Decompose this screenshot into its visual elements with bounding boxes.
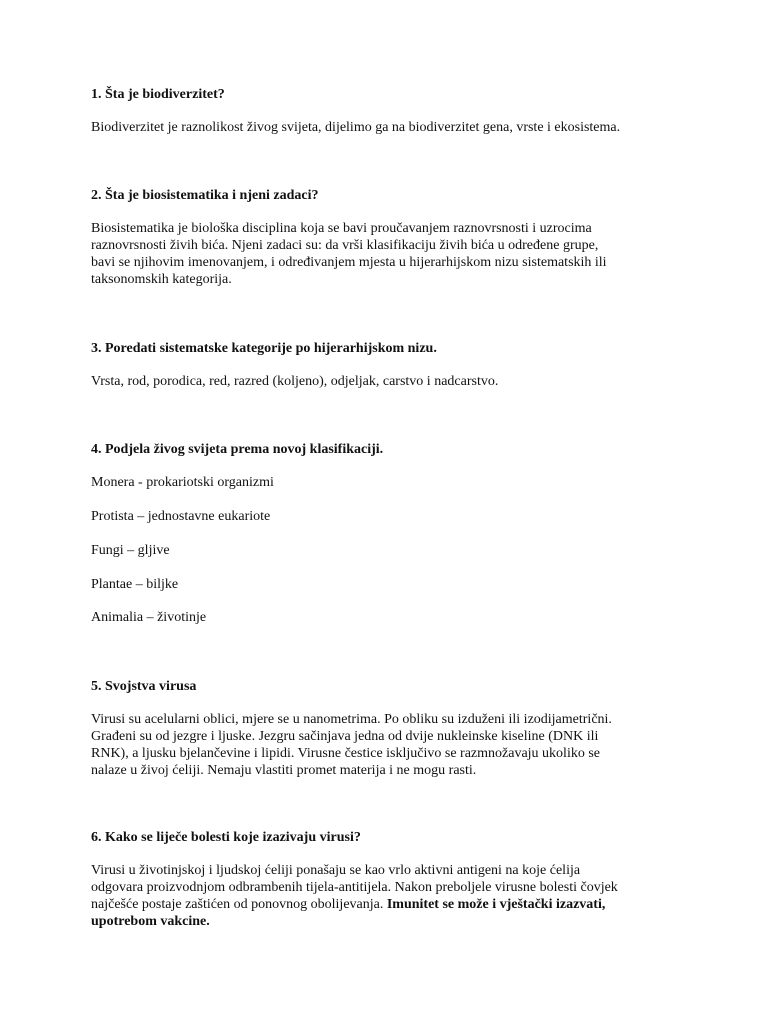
list-item: Monera - prokariotski organizmi <box>91 475 274 490</box>
question-3-title: 3. Poredati sistematske kategorije po hijerarhijskom nizu. <box>91 341 437 356</box>
answer-1-line: Biodiverzitet je raznolikost živog svijeta, dijelimo ga na biodiverzitet gena, vrste i ekosistema. <box>91 120 621 135</box>
answer-6-emphasis: upotrebom vakcine. <box>91 914 210 929</box>
answer-5-line: nalaze u živoj ćeliji. Nemaju vlastiti promet materija i ne mogu rasti. <box>91 763 477 778</box>
answer-5-line: Građeni su od jezgre i ljuske. Jezgru sačinjava jedna od dvije nukleinske kiseline (DNK ili <box>91 729 599 744</box>
question-4-title: 4. Podjela živog svijeta prema novoj klasifikaciji. <box>91 442 384 457</box>
list-item: Fungi – gljive <box>91 543 170 558</box>
answer-6-line: odgovara proizvodnjom odbrambenih tijela-antitijela. Nakon preboljele virusne bolesti čovjek <box>91 880 618 895</box>
answer-2-line: taksonomskih kategorija. <box>91 272 232 287</box>
answer-1 <box>91 119 691 136</box>
answer-5-line: Virusi su acelularni oblici, mjere se u nanometrima. Po obliku su izduženi ili izodijametrični. <box>91 712 612 727</box>
answer-2-line: bavi se njihovim imenovanjem, i određivanjem mjesta u hijerarhijskom nizu sistematskih ili <box>91 255 607 270</box>
question-2-title: 2. Šta je biosistematika i njeni zadaci? <box>91 188 319 203</box>
answer-2-line: raznovrsnosti živih bića. Njeni zadaci su: da vrši klasifikaciju živih bića u određene grupe, <box>91 238 599 253</box>
answer-2-line: Biosistematika je biološka disciplina koja se bavi proučavanjem raznovrsnosti i uzrocima <box>91 221 592 236</box>
answer-6-line: Virusi u životinjskoj i ljudskoj ćeliji ponašaju se kao vrlo aktivni antigeni na koje ćelija <box>91 863 581 878</box>
answer-6-text: najčešće postaje zaštićen od ponovnog obolijevanja. <box>91 897 387 912</box>
question-1-title: 1. Šta je biodiverzitet? <box>91 87 225 102</box>
answer-6-line <box>91 913 691 930</box>
answer-3-line: Vrsta, rod, porodica, red, razred (koljeno), odjeljak, carstvo i nadcarstvo. <box>91 374 499 389</box>
answer-6-emphasis: Imunitet se može i vještački izazvati, <box>386 897 606 912</box>
answer-6 <box>91 862 691 930</box>
answer-5-line: RNK), a ljusku bjelančevine i lipidi. Virusne čestice isključivo se razmnožavaju ukoliko se <box>91 746 600 761</box>
answer-3 <box>91 373 691 390</box>
question-5-title: 5. Svojstva virusa <box>91 679 197 694</box>
question-6-title: 6. Kako se liječe bolesti koje izazivaju virusi? <box>91 830 361 845</box>
answer-2 <box>91 220 691 288</box>
answer-5 <box>91 711 691 779</box>
answer-6-line <box>91 896 691 913</box>
list-item: Protista – jednostavne eukariote <box>91 509 271 524</box>
list-item: Plantae – biljke <box>91 577 179 592</box>
list-item: Animalia – životinje <box>91 610 207 625</box>
